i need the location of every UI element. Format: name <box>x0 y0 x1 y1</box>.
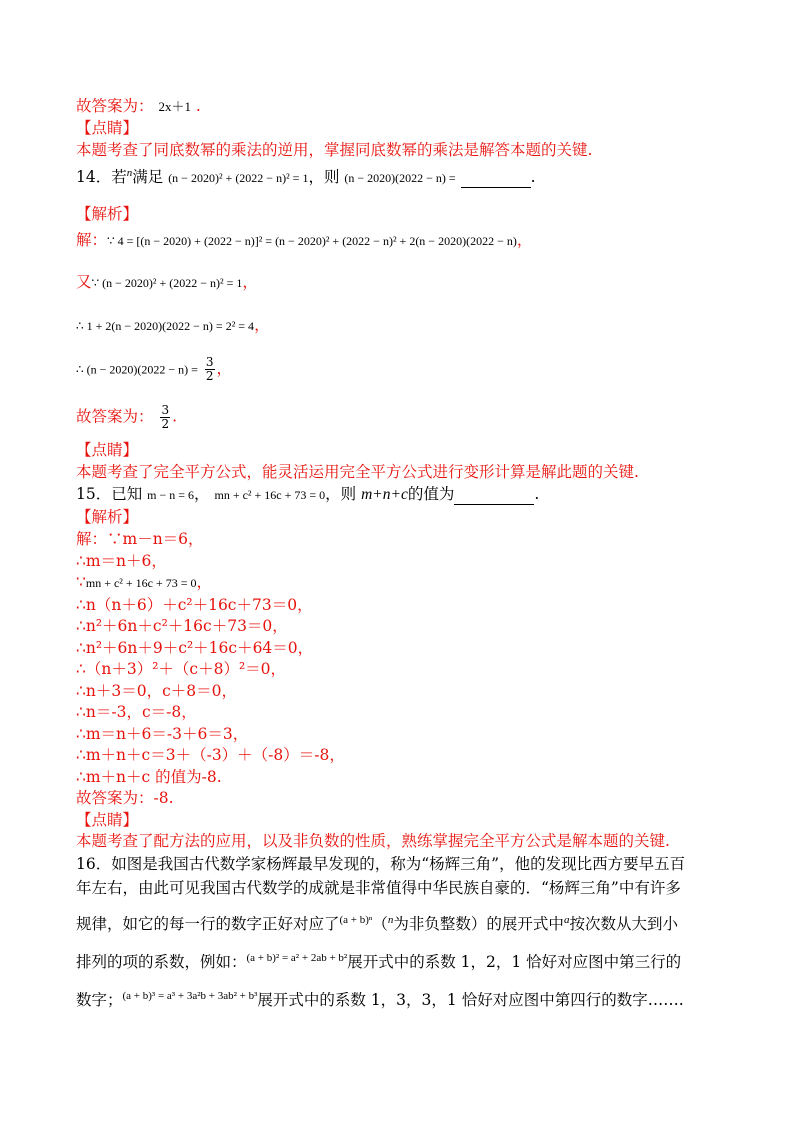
q15-value-of: 的值为 <box>407 485 455 503</box>
q15-condition1: m − n = 6 <box>147 488 195 502</box>
q14-condition: (n − 2020)² + (2022 − n)² = 1 <box>168 171 309 186</box>
q15-question <box>76 484 539 505</box>
q16-line3-text-c: 为非负整数）的展开式中 <box>393 915 564 934</box>
q15-comment-heading: 【点睛】 <box>76 811 139 829</box>
q16-line3-var-n: n <box>387 914 394 926</box>
q15-step: ∴m＋n＋c 的值为-8. <box>76 768 222 786</box>
q16-line3 <box>76 910 678 934</box>
q15-analysis-heading: 【解析】 <box>76 508 139 526</box>
q16-line4 <box>76 948 681 972</box>
q16-line5-text-a: 数字； <box>76 991 123 1010</box>
q16-line5-expr: (a + b)³ = a³ + 3a²b + 3ab² + b³ <box>122 990 258 1002</box>
q14-step1 <box>76 230 532 251</box>
q15-step: ∴（n＋3）²＋（c＋8）²＝0， <box>76 660 287 678</box>
q14-question <box>76 163 536 188</box>
fraction-numerator: 3 <box>161 403 170 417</box>
q16-line5-text-b: 展开式中的系数 1，3，3，1 恰好对应图中第四行的数字……. <box>257 991 684 1010</box>
q16-line3-text-d: 按次数从大到小 <box>569 915 678 934</box>
q15-step: 解：∵m－n＝6， <box>76 530 204 548</box>
q14-step1-expr: ∵ 4 = [(n − 2020) + (2022 − n)]² = (n − 2020)² + (2022 − n)² + 2(n − 2020)(2022 − n) <box>107 234 517 248</box>
q14-step3-expr: ∴ 1 + 2(n − 2020)(2022 − n) = 2² = 4 <box>76 319 255 333</box>
q15-number: 15．已知 <box>76 485 143 503</box>
q14-analysis-heading: 【解析】 <box>76 205 139 223</box>
q14-var-n: n <box>126 167 133 179</box>
q15-end: . <box>534 485 540 503</box>
q14-then: ，则 <box>308 168 340 187</box>
q15-step: ∴m＝n＋6， <box>76 552 167 570</box>
q14-step2-prefix: 又 <box>76 273 92 291</box>
q16-line4-expr: (a + b)² = a² + 2ab + b² <box>246 952 348 964</box>
q14-step4-comma: ， <box>216 359 233 378</box>
q15-separator: ， <box>194 485 210 503</box>
q14-step1-comma: ， <box>516 231 533 249</box>
prev-answer-expr: 2x＋1 <box>158 99 191 114</box>
q15-expression: m+n+c <box>361 486 408 503</box>
q14-answer-fraction <box>160 404 170 431</box>
q15-step: ∴m＝n＋6＝-3＋6＝3， <box>76 725 249 743</box>
q15-step: ∴n＋3＝0，c＋8＝0， <box>76 682 237 700</box>
q15-condition2: mn + c² + 16c + 73 = 0 <box>214 488 326 502</box>
prev-answer-end: . <box>195 97 201 115</box>
q15-step: ∴n（n＋6）＋c²＋16c＋73＝0， <box>76 596 313 614</box>
fraction-denominator: 2 <box>205 369 214 383</box>
q14-answer-label: 故答案为： <box>76 407 154 426</box>
q16-line3-text-a: 规律，如它的每一行的数字正好对应了 <box>76 915 340 934</box>
prev-answer-label: 故答案为： <box>76 97 154 115</box>
q14-step2-comma: ， <box>242 273 258 291</box>
q14-comment-heading: 【点睛】 <box>76 441 139 459</box>
prev-comment-heading: 【点睛】 <box>76 119 139 137</box>
q15-answer-blank <box>454 484 534 505</box>
q15-step <box>76 572 212 593</box>
q14-satisfy: 满足 <box>132 168 164 187</box>
prev-answer-line <box>76 96 201 117</box>
fraction-denominator: 2 <box>161 417 170 431</box>
q14-comment-text: 本题考查了完全平方公式，能灵活运用完全平方公式进行变形计算是解此题的关键. <box>76 463 639 481</box>
q14-end: . <box>530 168 536 187</box>
q16-line4-text-a: 排列的项的系数，例如： <box>76 953 247 972</box>
q14-solution-label: 解： <box>76 231 108 249</box>
q16-line2: 年左右，由此可见我国古代数学的成就是非常值得中华民族自豪的．“杨辉三角”中有许多 <box>76 879 681 897</box>
q16-line3-expr: (a + b)ⁿ <box>339 914 373 926</box>
q15-step: ∴m＋n＋c＝3＋（-3）＋（-8）＝-8， <box>76 746 345 764</box>
q14-step4 <box>76 356 232 383</box>
q14-number: 14．若 <box>76 168 127 187</box>
q16-line3-text-b: （ <box>372 915 388 934</box>
q14-ask: (n − 2020)(2022 − n) = <box>344 171 456 186</box>
q14-answer <box>76 404 177 431</box>
prev-comment-text: 本题考查了同底数幂的乘法的逆用，掌握同底数幂的乘法是解答本题的关键. <box>76 141 593 159</box>
q14-step3 <box>76 315 270 336</box>
q14-step2-expr: ∵ (n − 2020)² + (2022 − n)² = 1 <box>91 276 243 290</box>
q15-comment-text: 本题考查了配方法的应用，以及非负数的性质，熟练掌握完全平方公式是解本题的关键. <box>76 832 670 850</box>
q14-step2 <box>76 272 258 293</box>
q15-answer: 故答案为：-8. <box>76 789 174 807</box>
q15-step2-expr: mn + c² + 16c + 73 = 0 <box>85 576 197 590</box>
q14-answer-end: . <box>172 407 178 426</box>
fraction-numerator: 3 <box>205 355 214 369</box>
q14-answer-blank <box>461 167 531 188</box>
q15-step: ∴n²＋6n＋c²＋16c＋73＝0， <box>76 617 288 635</box>
q16-line3-var-a: a <box>563 914 570 926</box>
q15-then: ，则 <box>325 485 357 503</box>
q16-line4-text-b: 展开式中的系数 1，2，1 恰好对应图中第三行的 <box>347 953 682 972</box>
q16-line5 <box>76 986 684 1010</box>
q15-step: ∴n²＋6n＋9＋c²＋16c＋64＝0， <box>76 639 314 657</box>
q16-line1: 16．如图是我国古代数学家杨辉最早发现的，称为“杨辉三角”，他的发现比西方要早五百 <box>76 855 686 873</box>
q14-step3-comma: ， <box>254 316 270 334</box>
q15-step2-comma: ， <box>196 573 213 591</box>
q15-because: ∵ <box>76 573 86 591</box>
q14-step4-expr: ∴ (n − 2020)(2022 − n) = <box>76 362 198 377</box>
q14-step4-fraction <box>205 356 215 383</box>
q15-step: ∴n＝-3，c＝-8， <box>76 703 197 721</box>
